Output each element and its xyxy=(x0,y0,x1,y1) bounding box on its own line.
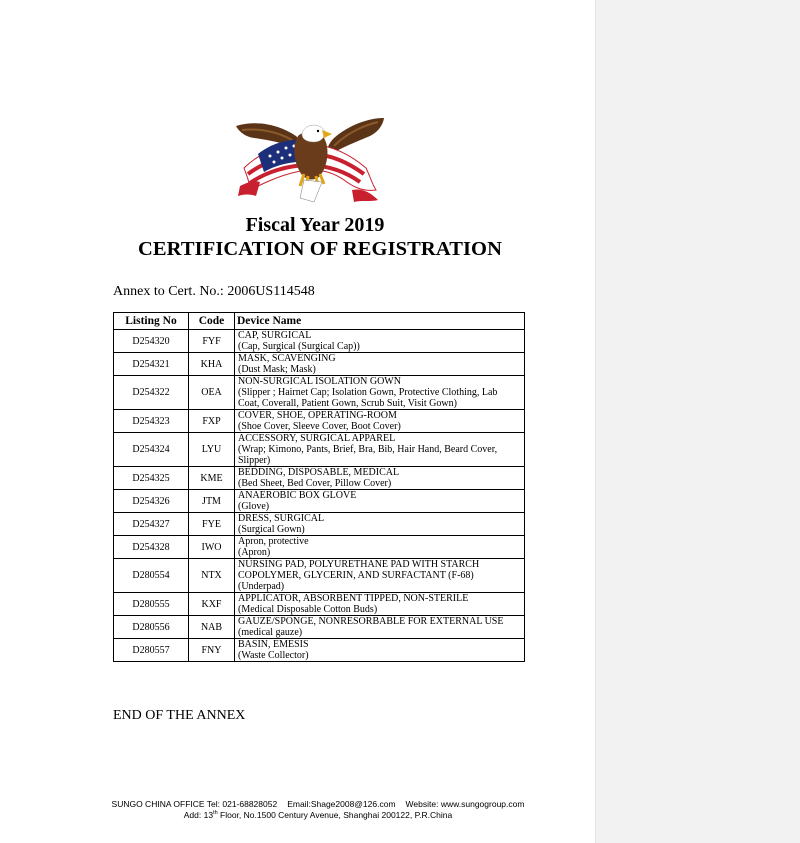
product-code-cell: FYF xyxy=(189,330,235,353)
device-name-line: (Glove) xyxy=(238,501,270,512)
table-header-row xyxy=(114,313,525,330)
device-name-line: BASIN, EMESIS xyxy=(238,639,309,650)
listing-number-cell: D254321 xyxy=(114,353,189,376)
table-row xyxy=(114,513,525,536)
device-name-line: MASK, SCAVENGING xyxy=(238,353,336,364)
product-code-cell: OEA xyxy=(189,376,235,410)
table-row xyxy=(114,410,525,433)
product-code-cell: FXP xyxy=(189,410,235,433)
device-name-line: GAUZE/SPONGE, NONRESORBABLE FOR EXTERNAL USE xyxy=(238,616,504,627)
product-code-cell: KXF xyxy=(189,593,235,616)
device-name-cell xyxy=(235,330,525,353)
footer-address-line xyxy=(0,810,636,820)
device-name-line: ANAEROBIC BOX GLOVE xyxy=(238,490,357,501)
listing-number-cell: D254323 xyxy=(114,410,189,433)
listing-number-cell: D280557 xyxy=(114,639,189,662)
table-row xyxy=(114,559,525,593)
device-name-line: (Shoe Cover, Sleeve Cover, Boot Cover) xyxy=(238,421,401,432)
listing-number-cell: D254328 xyxy=(114,536,189,559)
footer-contact-line xyxy=(0,799,636,809)
product-code-cell: IWO xyxy=(189,536,235,559)
table-row xyxy=(114,616,525,639)
device-name-line: (Dust Mask; Mask) xyxy=(238,364,316,375)
table-row xyxy=(114,376,525,410)
device-name-line: DRESS, SURGICAL xyxy=(238,513,325,524)
product-code-cell: FYE xyxy=(189,513,235,536)
device-name-cell xyxy=(235,616,525,639)
listing-number-cell: D254324 xyxy=(114,433,189,467)
device-name-line: (Cap, Surgical (Surgical Cap)) xyxy=(238,341,360,352)
product-code-cell: NTX xyxy=(189,559,235,593)
device-name-line: (Apron) xyxy=(238,547,271,558)
listing-number-cell: D280556 xyxy=(114,616,189,639)
table-row xyxy=(114,433,525,467)
annex-certificate-number: Annex to Cert. No.: 2006US114548 xyxy=(113,284,315,299)
device-name-line: ACCESSORY, SURGICAL APPAREL xyxy=(238,433,396,444)
table-row xyxy=(114,593,525,616)
listing-number-cell: D280554 xyxy=(114,559,189,593)
device-name-line: COPOLYMER, GLYCERIN, AND SURFACTANT (F-68) xyxy=(238,570,474,581)
footer-office-phone: SUNGO CHINA OFFICE Tel: 021-68828052 xyxy=(111,799,278,809)
device-name-cell xyxy=(235,467,525,490)
device-name-cell xyxy=(235,490,525,513)
product-code-cell: KME xyxy=(189,467,235,490)
table-row xyxy=(114,536,525,559)
footer-email: Email:Shage2008@126.com xyxy=(287,799,396,809)
device-name-line: (Medical Disposable Cotton Buds) xyxy=(238,604,378,615)
device-name-cell xyxy=(235,593,525,616)
device-name-line: Slipper) xyxy=(238,455,271,466)
listing-number-cell: D254327 xyxy=(114,513,189,536)
product-code-cell: FNY xyxy=(189,639,235,662)
device-listing-table xyxy=(113,312,525,662)
device-name-line: BEDDING, DISPOSABLE, MEDICAL xyxy=(238,467,400,478)
footer-address-prefix: Add: 13 xyxy=(183,810,214,820)
table-row xyxy=(114,639,525,662)
device-name-cell xyxy=(235,433,525,467)
device-name-line: NON-SURGICAL ISOLATION GOWN xyxy=(238,376,401,387)
listing-number-cell: D254325 xyxy=(114,467,189,490)
footer-address-sup: th xyxy=(213,810,218,817)
certificate-title: CERTIFICATION OF REGISTRATION xyxy=(137,238,503,260)
footer-website: Website: www.sungogroup.com xyxy=(405,799,525,809)
device-name-cell xyxy=(235,376,525,410)
device-name-line: Apron, protective xyxy=(238,536,309,547)
device-name-line: (Wrap; Kimono, Pants, Brief, Bra, Bib, Hair Hand, Beard Cover, xyxy=(238,444,498,455)
footer-address-rest: Floor, No.1500 Century Avenue, Shanghai 200122, P.R.China xyxy=(217,810,453,820)
listing-no-header: Listing No xyxy=(114,313,189,330)
table-row xyxy=(114,490,525,513)
device-name-cell xyxy=(235,353,525,376)
device-name-line: (Underpad) xyxy=(238,581,285,592)
eagle-flag-logo-icon xyxy=(230,110,390,210)
code-header: Code xyxy=(189,313,235,330)
device-name-line: (medical gauze) xyxy=(238,627,303,638)
device-name-cell xyxy=(235,559,525,593)
device-name-line: (Surgical Gown) xyxy=(238,524,305,535)
device-name-line: (Slipper ; Hairnet Cap; Isolation Gown, Protective Clothing, Lab xyxy=(238,387,498,398)
device-name-cell xyxy=(235,639,525,662)
product-code-cell: KHA xyxy=(189,353,235,376)
end-of-annex-text: END OF THE ANNEX xyxy=(113,708,246,723)
table-row xyxy=(114,353,525,376)
device-name-header: Device Name xyxy=(235,313,525,330)
listing-number-cell: D280555 xyxy=(114,593,189,616)
listing-number-cell: D254322 xyxy=(114,376,189,410)
device-name-line: CAP, SURGICAL xyxy=(238,330,312,341)
device-name-cell xyxy=(235,536,525,559)
product-code-cell: LYU xyxy=(189,433,235,467)
device-name-line: Coat, Coverall, Patient Gown, Scrub Suit, Visit Gown) xyxy=(238,398,457,409)
listing-number-cell: D254326 xyxy=(114,490,189,513)
device-name-line: (Bed Sheet, Bed Cover, Pillow Cover) xyxy=(238,478,392,489)
product-code-cell: NAB xyxy=(189,616,235,639)
device-name-cell xyxy=(235,513,525,536)
product-code-cell: JTM xyxy=(189,490,235,513)
device-name-line: COVER, SHOE, OPERATING-ROOM xyxy=(238,410,397,421)
device-name-cell xyxy=(235,410,525,433)
device-name-line: APPLICATOR, ABSORBENT TIPPED, NON-STERILE xyxy=(238,593,469,604)
table-row xyxy=(114,330,525,353)
fiscal-year-heading: Fiscal Year 2019 xyxy=(245,214,385,236)
table-row xyxy=(114,467,525,490)
listing-number-cell: D254320 xyxy=(114,330,189,353)
device-name-line: (Waste Collector) xyxy=(238,650,309,661)
device-name-line: NURSING PAD, POLYURETHANE PAD WITH STARCH xyxy=(238,559,480,570)
